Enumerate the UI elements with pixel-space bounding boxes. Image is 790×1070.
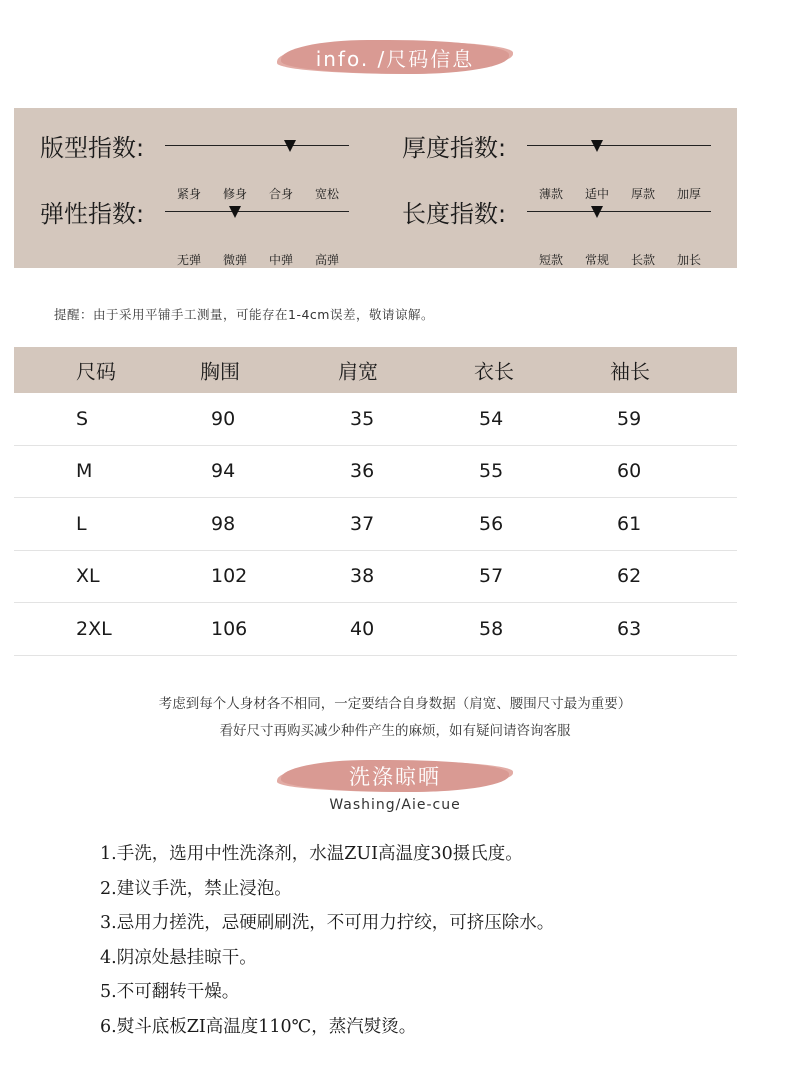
index-label: 加长 bbox=[676, 253, 701, 267]
table-cell: 35 bbox=[350, 407, 375, 430]
index-label: 长款 bbox=[630, 253, 655, 267]
index-title: 弹性指数: bbox=[40, 200, 145, 228]
section-title: 洗涤晾晒 bbox=[349, 765, 441, 789]
list-item: 3.忌用力搓洗，忌硬刷刷洗，不可用力拧绞，可挤压除水。 bbox=[100, 913, 555, 933]
table-cell: 36 bbox=[350, 460, 375, 483]
index-marker-icon bbox=[591, 206, 603, 218]
index-labels bbox=[166, 251, 350, 268]
section-banner-info bbox=[281, 40, 509, 74]
section-banner-washing bbox=[281, 760, 509, 792]
list-item: 1.手洗，选用中性洗涤剂，水温ZUI高温度30摄氏度。 bbox=[100, 844, 523, 864]
index-scale-line bbox=[527, 145, 711, 146]
index-label: 紧身 bbox=[176, 187, 201, 201]
table-cell: 58 bbox=[479, 617, 504, 640]
index-label: 短款 bbox=[538, 253, 563, 267]
table-cell: 59 bbox=[617, 407, 642, 430]
index-labels bbox=[528, 185, 712, 202]
size-advice-note: 看好尺寸再购买减少种件产生的麻烦，如有疑问请咨询客服 bbox=[219, 723, 571, 739]
index-title: 厚度指数: bbox=[402, 134, 507, 162]
list-item: 4.阴凉处悬挂晾干。 bbox=[100, 947, 257, 968]
table-cell: 102 bbox=[211, 565, 248, 588]
column-header-shoulder: 肩宽 bbox=[338, 359, 378, 384]
table-row bbox=[14, 551, 737, 604]
index-scale-line bbox=[165, 211, 349, 212]
table-cell: 106 bbox=[211, 617, 248, 640]
index-labels bbox=[166, 185, 350, 202]
index-labels bbox=[528, 251, 712, 268]
index-scale-line bbox=[527, 211, 711, 212]
table-cell: 62 bbox=[617, 565, 642, 588]
table-cell: S bbox=[76, 407, 89, 430]
index-label: 薄款 bbox=[538, 187, 563, 201]
table-cell: 57 bbox=[479, 565, 504, 588]
table-cell: 56 bbox=[479, 512, 504, 535]
index-label: 合身 bbox=[268, 187, 293, 201]
table-header-row bbox=[14, 347, 737, 393]
section-title: info. /尺码信息 bbox=[315, 46, 475, 71]
table-row bbox=[14, 498, 737, 551]
list-item: 5.不可翻转干燥。 bbox=[100, 982, 240, 1002]
list-item: 6.熨斗底板ZI高温度110℃，蒸汽熨烫。 bbox=[100, 1016, 417, 1037]
index-marker-icon bbox=[284, 140, 296, 152]
table-row bbox=[14, 446, 737, 499]
index-marker-icon bbox=[591, 140, 603, 152]
index-label: 适中 bbox=[584, 187, 609, 201]
measurement-reminder: 提醒：由于采用平铺手工测量，可能存在1-4cm误差，敬请谅解。 bbox=[54, 307, 434, 322]
table-cell: XL bbox=[76, 565, 100, 588]
index-label: 修身 bbox=[222, 187, 247, 201]
table-cell: M bbox=[76, 460, 93, 483]
table-cell: 54 bbox=[479, 407, 504, 430]
table-cell: 60 bbox=[617, 460, 642, 483]
table-cell: 2XL bbox=[76, 617, 112, 640]
column-header-sleeve: 袖长 bbox=[610, 359, 650, 384]
table-cell: 55 bbox=[479, 460, 504, 483]
section-subtitle: Washing/Aie-cue bbox=[329, 797, 461, 813]
table-cell: 94 bbox=[211, 460, 236, 483]
size-table bbox=[14, 347, 737, 656]
index-label: 高弹 bbox=[314, 253, 339, 267]
index-label: 加厚 bbox=[676, 187, 701, 201]
wash-instructions-list bbox=[100, 841, 554, 1048]
index-label: 厚款 bbox=[630, 187, 655, 201]
index-label: 无弹 bbox=[176, 253, 201, 267]
index-label: 中弹 bbox=[268, 253, 293, 267]
column-header-size: 尺码 bbox=[76, 359, 116, 384]
fit-index-panel bbox=[14, 108, 737, 268]
index-label: 常规 bbox=[584, 253, 609, 267]
index-label: 宽松 bbox=[314, 187, 339, 201]
table-cell: 40 bbox=[350, 617, 375, 640]
index-title: 版型指数: bbox=[40, 134, 145, 162]
table-cell: 90 bbox=[211, 407, 236, 430]
table-cell: L bbox=[76, 512, 87, 535]
index-title: 长度指数: bbox=[402, 200, 507, 228]
index-scale-line bbox=[165, 145, 349, 146]
table-row bbox=[14, 603, 737, 656]
table-cell: 38 bbox=[350, 565, 375, 588]
table-cell: 98 bbox=[211, 512, 236, 535]
list-item: 2.建议手洗，禁止浸泡。 bbox=[100, 878, 292, 899]
table-cell: 37 bbox=[350, 512, 375, 535]
table-cell: 61 bbox=[617, 512, 642, 535]
column-header-chest: 胸围 bbox=[200, 359, 240, 384]
size-advice-note: 考虑到每个人身材各不相同，一定要结合自身数据（肩宽、腰围尺寸最为重要） bbox=[158, 696, 632, 712]
column-header-length: 衣长 bbox=[474, 359, 514, 384]
index-marker-icon bbox=[229, 206, 241, 218]
table-row bbox=[14, 393, 737, 446]
table-cell: 63 bbox=[617, 617, 642, 640]
index-label: 微弹 bbox=[222, 253, 247, 267]
